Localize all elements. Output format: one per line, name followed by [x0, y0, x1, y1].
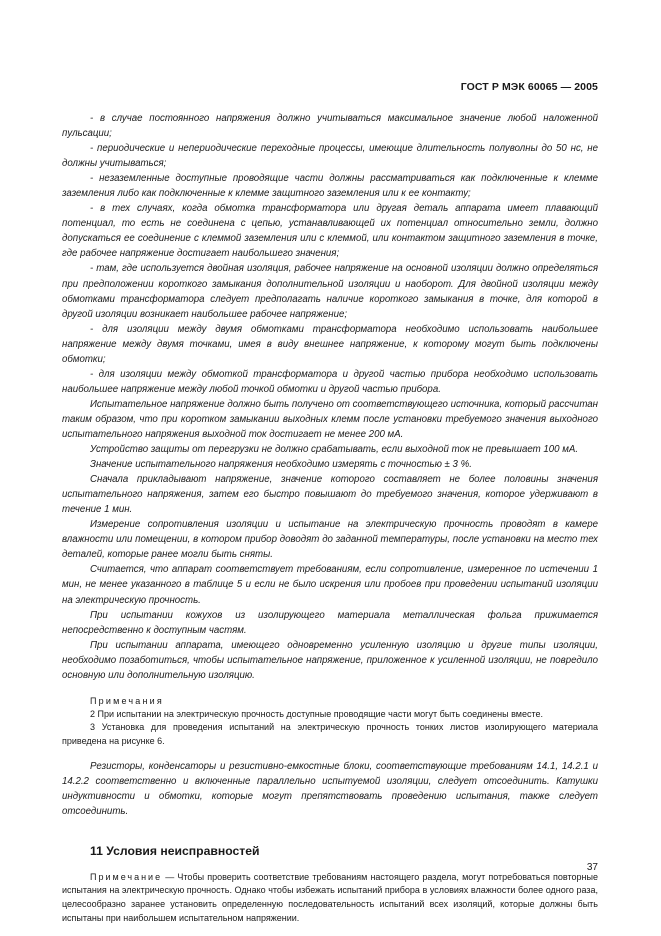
- paragraph: Измерение сопротивления изоляции и испытание на электрическую прочность проводят в камере влажности или помещении, в котором прибор доводят до заданной температуры, после установки на место тех деталей, которые ранее могли быть сняты.: [62, 519, 598, 561]
- paragraph: Считается, что аппарат соответствует требованиям, если сопротивление, измеренное по истечении 1 мин, не менее указанного в таблице 5 и если не было искрения или пробоев при проведении испытаний изоляции на электрическую прочность.: [62, 564, 598, 606]
- paragraph: - в тех случаях, когда обмотка трансформатора или другая деталь аппарата имеет плавающий потенциал, то есть не соединена с цепью, устанавливающей их потенциал относительно земли, должно допускаться ее соединение с клеммой заземления или с клеммой, или контактом защитного заземления в точке, где рабочее напряжение достигает наибольшего значения;: [62, 203, 598, 260]
- paragraph: Устройство защиты от перегрузки не должно срабатывать, если выходной ток не превышает 100 мА.: [90, 444, 579, 456]
- document-body: [62, 111, 598, 925]
- note-item: 2 При испытании на электрическую прочность доступные проводящие части могут быть соединены вместе.: [90, 708, 544, 719]
- paragraph: Испытательное напряжение должно быть получено от соответствующего источника, который рассчитан таким образом, что при коротком замыкании выходных клемм после установки требуемого значения выходного испытательного напряжения выходной ток достигает не менее 200 мА.: [62, 398, 598, 440]
- notes-heading: Примечания: [90, 695, 164, 706]
- paragraph: Значение испытательного напряжения необходимо измерять с точностью ± 3 %.: [90, 459, 472, 471]
- paragraph: При испытании аппарата, имеющего одновременно усиленную изоляцию и другие типы изоляции, необходимо позаботиться, чтобы испытательное напряжение, приложенное к усиленной изоляции, не повредило основную или дополнительную изоляцию.: [62, 639, 598, 681]
- paragraph: - там, где используется двойная изоляция, рабочее напряжение на основной изоляции должно определяться при предположении короткого замыкания дополнительной изоляции и наоборот. Для двойной изоляции между обмотками трансформатора следует предполагать наличие короткого замыкания в точке, для которой в другой изоляции возникает наибольшее рабочее напряжение;: [62, 263, 598, 320]
- section-note: [62, 871, 598, 925]
- paragraph: - для изоляции между обмоткой трансформатора и другой частью прибора необходимо использовать наибольшее напряжение между любой точкой обмотки и другой частью прибора.: [62, 368, 598, 395]
- note-text: — Чтобы проверить соответствие требованиям настоящего раздела, могут потребоваться повторные испытания на электрическую прочность. Однако чтобы избежать испытаний прибора в условиях влажности более одного раза, целесообразно заранее установить определенную последовательность испытаний всех изоляций, которые должны быть испытаны при наибольшем испытательном напряжении.: [62, 871, 598, 923]
- document-header: ГОСТ Р МЭК 60065 — 2005: [460, 81, 598, 93]
- note-item: 3 Установка для проведения испытаний на электрическую прочность тонких листов изолирующего материала приведена на рисунке 6.: [62, 722, 598, 746]
- paragraph: Резисторы, конденсаторы и резистивно-емкостные блоки, соответствующие требованиям 14.1, 14.2.1 и 14.2.2 соответственно и включенные параллельно испытуемой изоляции, следует отсоединить. Катушки индуктивности и обмотки, которые могут препятствовать проведению испытания, также следует отсоединить.: [62, 760, 598, 817]
- paragraph: - периодические и непериодические переходные процессы, имеющие длительность полуволны до 50 нс, не должны учитываться;: [62, 143, 598, 170]
- paragraph: - незаземленные доступные проводящие части должны рассматриваться как подключенные к клемме заземления либо как подключенные к клемме защитного заземления или к ее контакту;: [62, 173, 598, 200]
- section-title: 11 Условия неисправностей: [90, 843, 260, 858]
- paragraph: Сначала прикладывают напряжение, значение которого составляет не более половины значения испытательного напряжения, затем его быстро повышают до требуемого значения, которое удерживают в течение 1 мин.: [62, 474, 598, 516]
- page-number: 37: [586, 862, 598, 873]
- note-label: Примечание: [90, 871, 163, 882]
- paragraph: При испытании кожухов из изолирующего материала металлическая фольга прижимается непосредственно к доступным частям.: [62, 609, 598, 636]
- paragraph: - для изоляции между двумя обмотками трансформатора необходимо использовать наибольшее напряжение между двумя точками, имея в виду внешнее напряжение, к которому могут быть подключены обмотки;: [62, 323, 598, 365]
- paragraph: - в случае постоянного напряжения должно учитываться максимальное значение любой наложенной пульсации;: [62, 113, 598, 140]
